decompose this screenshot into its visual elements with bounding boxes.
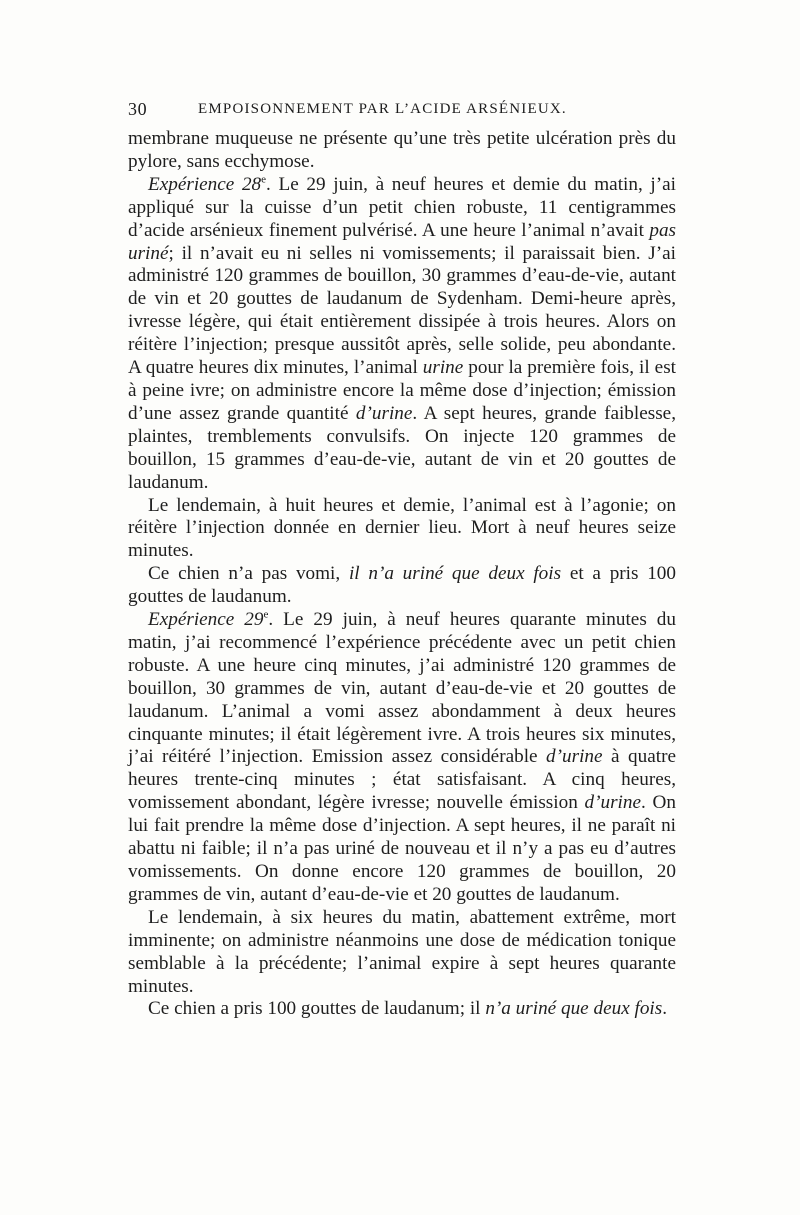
ordinal-suffix: e [261, 173, 267, 186]
paragraph-4: Ce chien n’a pas vomi, il n’a uriné que deux fois et a pris 100 gouttes de laudanum. [128, 563, 676, 608]
paragraph-7: Ce chien a pris 100 gouttes de laudanum; il n’a uriné que deux fois. [148, 998, 668, 1020]
running-head: EMPOISONNEMENT PAR L’ACIDE ARSÉNIEUX. [198, 101, 567, 117]
paragraph-experience-28: Expérience 28e. Le 29 juin, à neuf heures et demie du matin, j’ai appliqué sur la cuisse d’un petit chien robuste, 11 centigrammes d’acide arsénieux finement pulvérisé. A une heure l’animal n’avait pas uriné; il n’avait eu ni selles ni vomissements; il paraissait bien. J’ai administré 120 grammes de bouillon, 30 grammes d’eau-de-vie, autant de vin et 20 gouttes de laudanum de Sydenham. Demi-heure après, ivresse légère, qui était entièrement dissipée à trois heures. Alors on réitère l’injection; presque aussitôt après, selle solide, peu abondante. A quatre heures dix minutes, l’animal urine pour la première fois, il est à peine ivre; on administre encore la même dose d’injection; émission d’une assez grande quantité d’urine. A sept heures, grande faiblesse, plaintes, tremblements convulsifs. On injecte 120 grammes de bouillon, 15 grammes d’eau-de-vie, autant de vin et 20 gouttes de laudanum. [128, 173, 676, 493]
page-number: 30 [128, 99, 148, 119]
paragraph-3: Le lendemain, à huit heures et demie, l’animal est à l’agonie; on réitère l’injection donnée en dernier lieu. Mort à neuf heures seize minutes. [128, 494, 676, 562]
paragraph-6: Le lendemain, à six heures du matin, abattement extrême, mort imminente; on administre néanmoins une dose de médication tonique semblable à la précédente; l’animal expire à sept heures quarante minutes. [128, 906, 676, 997]
paragraph-1: membrane muqueuse ne présente qu’une très petite ulcération près du pylore, sans ecchymose. [128, 128, 676, 172]
experience-label: Expérience 29 [148, 609, 264, 631]
experience-label: Expérience 28 [148, 173, 262, 195]
page-header [128, 99, 676, 125]
body-text [128, 128, 676, 1021]
paragraph-experience-29: Expérience 29e. Le 29 juin, à neuf heures quarante minutes du matin, j’ai recommencé l’expérience précédente avec un petit chien robuste. A une heure cinq minutes, j’ai administré 120 grammes de bouillon, 30 grammes de vin, autant d’eau-de-vie et 20 gouttes de laudanum. L’animal a vomi assez abondamment à deux heures cinquante minutes; il était légèrement ivre. A trois heures six minutes, j’ai réitéré l’injection. Emission assez considérable d’urine à quatre heures trente-cinq minutes ; état satisfaisant. A cinq heures, vomissement abondant, légère ivresse; nouvelle émission d’urine. On lui fait prendre la même dose d’injection. A sept heures, il ne paraît ni abattu ni faible; il n’a pas uriné de nouveau et il n’y a pas eu d’autres vomissements. On donne encore 120 grammes de bouillon, 20 grammes de vin, autant d’eau-de-vie et 20 gouttes de laudanum. [128, 608, 676, 905]
ordinal-suffix: e [263, 608, 269, 621]
